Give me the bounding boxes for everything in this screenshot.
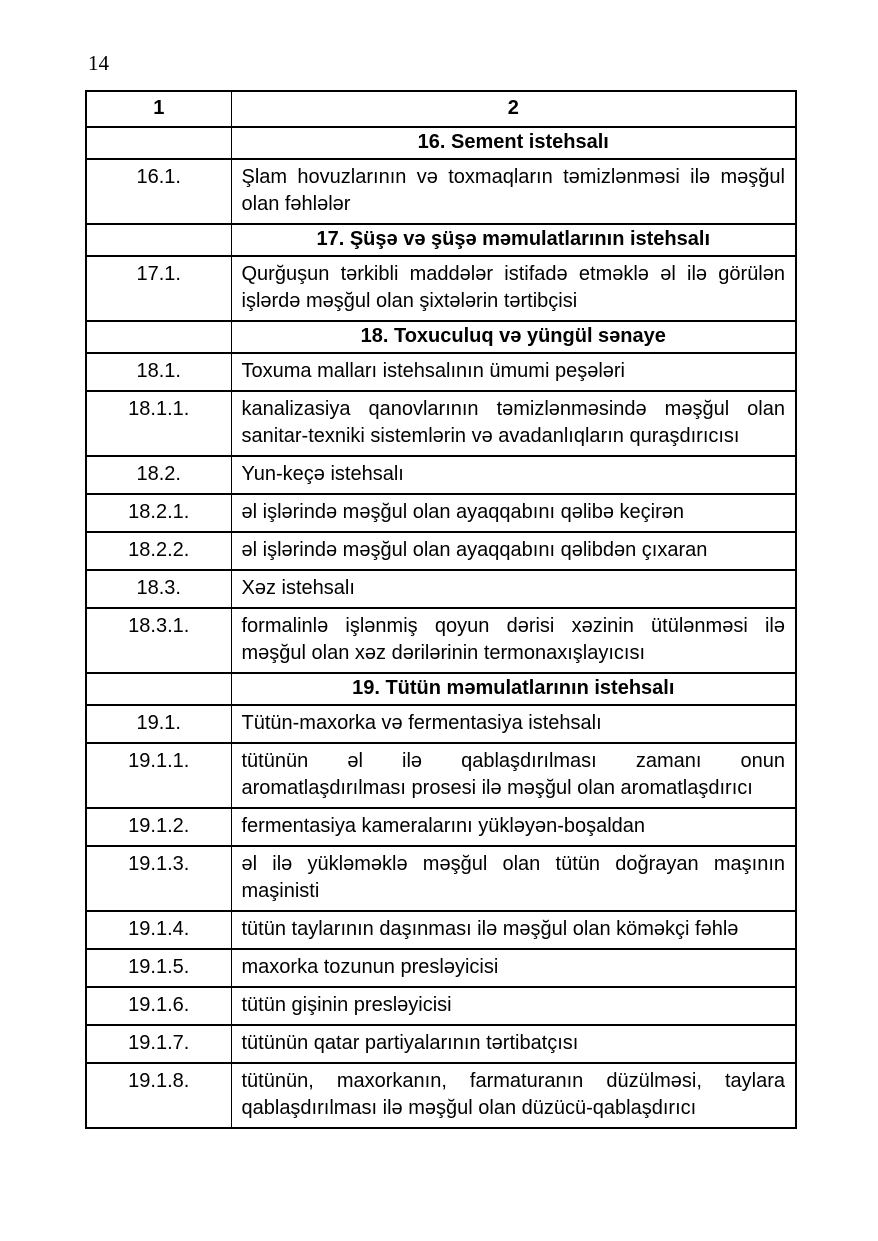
section-heading-cell: 19. Tütün məmulatlarının istehsalı	[231, 673, 796, 705]
table-row	[86, 391, 796, 456]
section-heading-cell: 18. Toxuculuq və yüngül sənaye	[231, 321, 796, 353]
row-text-cell: Yun-keçə istehsalı	[231, 456, 796, 494]
section-heading-cell: 16. Sement istehsalı	[231, 127, 796, 159]
section-row	[86, 127, 796, 159]
table-row	[86, 808, 796, 846]
row-number-cell: 16.1.	[86, 159, 231, 224]
row-text-cell: əl işlərində məşğul olan ayaqqabını qəlibə keçirən	[231, 494, 796, 532]
section-row	[86, 224, 796, 256]
row-number-cell: 18.1.1.	[86, 391, 231, 456]
section-heading-cell: 17. Şüşə və şüşə məmulatlarının istehsalı	[231, 224, 796, 256]
page-number: 14	[88, 51, 109, 75]
row-number-cell: 17.1.	[86, 256, 231, 321]
column-header-2: 2	[231, 91, 796, 127]
row-text-cell: tütünün qatar partiyalarının tərtibatçısı	[231, 1025, 796, 1063]
row-number-cell	[86, 321, 231, 353]
row-number-cell: 19.1.8.	[86, 1063, 231, 1128]
table-row	[86, 846, 796, 911]
table-row	[86, 1063, 796, 1128]
row-text-cell: fermentasiya kameralarını yükləyən-boşaldan	[231, 808, 796, 846]
table-row	[86, 1025, 796, 1063]
table-row	[86, 570, 796, 608]
table-row	[86, 911, 796, 949]
row-number-cell: 18.2.2.	[86, 532, 231, 570]
row-text-cell: Şlam hovuzlarının və toxmaqların təmizlənməsi ilə məşğul olan fəhlələr	[231, 159, 796, 224]
row-number-cell: 19.1.	[86, 705, 231, 743]
row-text-cell: maxorka tozunun presləyicisi	[231, 949, 796, 987]
row-number-cell: 18.3.1.	[86, 608, 231, 673]
row-number-cell	[86, 673, 231, 705]
table-row	[86, 987, 796, 1025]
row-text-cell: tütün taylarının daşınması ilə məşğul olan köməkçi fəhlə	[231, 911, 796, 949]
table-body	[86, 127, 796, 1128]
row-number-cell: 19.1.4.	[86, 911, 231, 949]
row-number-cell	[86, 224, 231, 256]
table-row	[86, 494, 796, 532]
row-number-cell: 19.1.6.	[86, 987, 231, 1025]
row-number-cell: 19.1.2.	[86, 808, 231, 846]
section-row	[86, 673, 796, 705]
table-row	[86, 256, 796, 321]
professions-table	[85, 90, 797, 1129]
section-row	[86, 321, 796, 353]
row-text-cell: tütün gişinin presləyicisi	[231, 987, 796, 1025]
row-number-cell: 18.3.	[86, 570, 231, 608]
row-text-cell: Qurğuşun tərkibli maddələr istifadə etməklə əl ilə görülən işlərdə məşğul olan şixtələrin tərtibçisi	[231, 256, 796, 321]
table-row	[86, 353, 796, 391]
table-row	[86, 159, 796, 224]
row-number-cell: 19.1.3.	[86, 846, 231, 911]
table-row	[86, 532, 796, 570]
table-row	[86, 705, 796, 743]
row-text-cell: Tütün-maxorka və fermentasiya istehsalı	[231, 705, 796, 743]
row-text-cell: tütünün, maxorkanın, farmaturanın düzülməsi, taylara qablaşdırılması ilə məşğul olan düzücü-qablaşdırıcı	[231, 1063, 796, 1128]
row-number-cell: 19.1.7.	[86, 1025, 231, 1063]
row-number-cell: 19.1.1.	[86, 743, 231, 808]
row-text-cell: Xəz istehsalı	[231, 570, 796, 608]
row-text-cell: kanalizasiya qanovlarının təmizlənməsində məşğul olan sanitar-texniki sistemlərin və avadanlıqların quraşdırıcısı	[231, 391, 796, 456]
table-row	[86, 949, 796, 987]
table-row	[86, 608, 796, 673]
row-number-cell: 18.2.1.	[86, 494, 231, 532]
table-header-row	[86, 91, 796, 127]
row-text-cell: əl ilə yükləməklə məşğul olan tütün doğrayan maşının maşinisti	[231, 846, 796, 911]
row-text-cell: formalinlə işlənmiş qoyun dərisi xəzinin ütülənməsi ilə məşğul olan xəz dərilərinin termonaxışlayıcısı	[231, 608, 796, 673]
row-text-cell: əl işlərində məşğul olan ayaqqabını qəlibdən çıxaran	[231, 532, 796, 570]
row-number-cell	[86, 127, 231, 159]
row-text-cell: Toxuma malları istehsalının ümumi peşələri	[231, 353, 796, 391]
column-header-1: 1	[86, 91, 231, 127]
row-number-cell: 19.1.5.	[86, 949, 231, 987]
table-row	[86, 743, 796, 808]
row-number-cell: 18.2.	[86, 456, 231, 494]
row-text-cell: tütünün əl ilə qablaşdırılması zamanı onun aromatlaşdırılması prosesi ilə məşğul olan aromatlaşdırıcı	[231, 743, 796, 808]
table-row	[86, 456, 796, 494]
table-header	[86, 91, 796, 127]
row-number-cell: 18.1.	[86, 353, 231, 391]
